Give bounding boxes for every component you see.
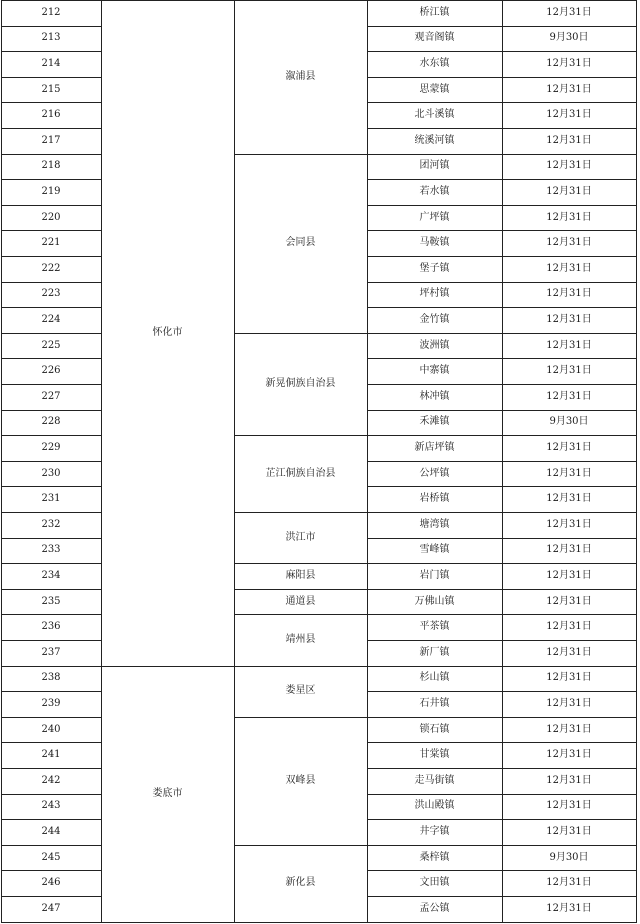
county-name: 新晃侗族自治县 (265, 377, 336, 389)
deadline-date: 12月31日 (546, 134, 592, 146)
deadline-date: 12月31日 (546, 569, 592, 581)
row-divider (1, 77, 102, 78)
row-divider (1, 230, 102, 231)
row-divider (1, 51, 102, 52)
row-number: 223 (41, 288, 61, 300)
county-divider (234, 435, 368, 436)
row-number: 243 (41, 800, 61, 812)
row-number: 212 (41, 6, 61, 18)
row-number: 236 (41, 621, 61, 633)
deadline-date: 12月31日 (546, 365, 592, 377)
row-divider (1, 282, 102, 283)
row-number: 217 (41, 134, 61, 146)
row-number: 219 (41, 185, 61, 197)
deadline-date: 12月31日 (546, 800, 592, 812)
row-number: 244 (41, 825, 61, 837)
row-number: 215 (41, 83, 61, 95)
deadline-date: 12月31日 (546, 467, 592, 479)
town-name: 新店坪镇 (414, 441, 455, 453)
town-name: 公坪镇 (419, 467, 450, 479)
row-divider (1, 435, 102, 436)
row-number: 234 (41, 569, 61, 581)
row-divider (1, 154, 102, 155)
county-name: 溆浦县 (285, 70, 316, 82)
town-name: 思蒙镇 (419, 83, 450, 95)
deadline-date: 12月31日 (546, 877, 592, 889)
deadline-date: 12月31日 (546, 493, 592, 505)
town-name: 马鞍镇 (419, 237, 450, 249)
city-divider (101, 666, 235, 667)
row-divider (1, 538, 102, 539)
town-name: 走马街镇 (414, 774, 455, 786)
city-name: 娄底市 (152, 787, 183, 799)
town-name: 若水镇 (419, 185, 450, 197)
county-divider (234, 845, 368, 846)
row-number: 224 (41, 313, 61, 325)
row-divider (1, 794, 102, 795)
row-number: 218 (41, 160, 61, 172)
deadline-date: 12月31日 (546, 160, 592, 172)
row-number: 240 (41, 723, 61, 735)
row-number: 231 (41, 493, 61, 505)
row-number: 245 (41, 851, 61, 863)
row-number: 213 (41, 32, 61, 44)
town-name: 金竹镇 (419, 313, 450, 325)
town-name: 岩门镇 (419, 569, 450, 581)
row-number: 214 (41, 57, 61, 69)
column-divider (367, 0, 368, 923)
town-name: 雪峰镇 (419, 544, 450, 556)
county-name: 会同县 (285, 237, 316, 249)
town-name: 统溪河镇 (414, 134, 455, 146)
deadline-date: 12月31日 (546, 339, 592, 351)
county-divider (234, 563, 368, 564)
row-divider (1, 205, 102, 206)
row-number: 238 (41, 672, 61, 684)
row-divider (1, 666, 102, 667)
deadline-date: 12月31日 (546, 902, 592, 914)
county-name: 靖州县 (285, 633, 316, 645)
column-divider (502, 0, 503, 923)
deadline-date: 9月30日 (549, 416, 589, 428)
town-name: 禾滩镇 (419, 416, 450, 428)
row-number: 232 (41, 518, 61, 530)
town-name: 平茶镇 (419, 621, 450, 633)
row-divider (1, 845, 102, 846)
county-divider (234, 154, 368, 155)
town-name: 甘棠镇 (419, 749, 450, 761)
row-divider (1, 0, 102, 1)
town-name: 广坪镇 (419, 211, 450, 223)
deadline-date: 9月30日 (549, 851, 589, 863)
row-number: 216 (41, 109, 61, 121)
town-name: 观音阁镇 (414, 32, 455, 44)
deadline-date: 12月31日 (546, 774, 592, 786)
deadline-date: 12月31日 (546, 825, 592, 837)
deadline-date: 9月30日 (549, 32, 589, 44)
row-divider (1, 717, 102, 718)
deadline-date: 12月31日 (546, 518, 592, 530)
deadline-date: 12月31日 (546, 441, 592, 453)
deadline-date: 12月31日 (546, 723, 592, 735)
county-name: 芷江侗族自治县 (265, 467, 336, 479)
county-divider (234, 333, 368, 334)
row-divider (1, 563, 102, 564)
row-number: 226 (41, 365, 61, 377)
column-divider (101, 0, 102, 923)
row-divider (1, 819, 102, 820)
row-divider (1, 870, 102, 871)
town-name: 井字镇 (419, 825, 450, 837)
deadline-date: 12月31日 (546, 262, 592, 274)
town-name: 杉山镇 (419, 672, 450, 684)
deadline-date: 12月31日 (546, 57, 592, 69)
row-divider (1, 486, 102, 487)
row-divider (1, 410, 102, 411)
town-name: 桑梓镇 (419, 851, 450, 863)
town-name: 桥江镇 (419, 6, 450, 18)
city-name: 怀化市 (152, 326, 183, 338)
row-divider (1, 26, 102, 27)
deadline-date: 12月31日 (546, 544, 592, 556)
row-number: 237 (41, 646, 61, 658)
city-divider (101, 0, 235, 1)
row-divider (1, 640, 102, 641)
town-name: 石井镇 (419, 697, 450, 709)
deadline-date: 12月31日 (546, 211, 592, 223)
county-divider (234, 0, 368, 1)
row-divider (1, 179, 102, 180)
row-divider (1, 742, 102, 743)
city-divider (101, 922, 235, 923)
town-name: 新厂镇 (419, 646, 450, 658)
column-divider (234, 0, 235, 923)
row-number: 225 (41, 339, 61, 351)
row-number: 247 (41, 902, 61, 914)
deadline-date: 12月31日 (546, 646, 592, 658)
town-name: 孟公镇 (419, 902, 450, 914)
row-number: 235 (41, 595, 61, 607)
deadline-date: 12月31日 (546, 621, 592, 633)
row-number: 229 (41, 441, 61, 453)
deadline-date: 12月31日 (546, 672, 592, 684)
row-divider (1, 102, 102, 103)
deadline-date: 12月31日 (546, 109, 592, 121)
town-name: 波洲镇 (419, 339, 450, 351)
deadline-date: 12月31日 (546, 595, 592, 607)
county-divider (234, 666, 368, 667)
deadline-date: 12月31日 (546, 6, 592, 18)
county-divider (234, 589, 368, 590)
town-name: 北斗溪镇 (414, 109, 455, 121)
town-name: 岩桥镇 (419, 493, 450, 505)
deadline-date: 12月31日 (546, 185, 592, 197)
row-number: 242 (41, 774, 61, 786)
town-name: 林冲镇 (419, 390, 450, 402)
row-divider (1, 358, 102, 359)
column-divider (1, 0, 2, 923)
row-divider (1, 461, 102, 462)
county-name: 洪江市 (285, 531, 316, 543)
county-divider (234, 614, 368, 615)
town-name: 坪村镇 (419, 288, 450, 300)
row-divider (1, 614, 102, 615)
row-divider (1, 128, 102, 129)
county-name: 通道县 (285, 595, 316, 607)
row-number: 227 (41, 390, 61, 402)
row-divider (1, 896, 102, 897)
town-name: 文田镇 (419, 877, 450, 889)
town-name: 堡子镇 (419, 262, 450, 274)
deadline-date: 12月31日 (546, 313, 592, 325)
deadline-date: 12月31日 (546, 749, 592, 761)
county-name: 新化县 (285, 877, 316, 889)
town-name: 万佛山镇 (414, 595, 455, 607)
deadline-date: 12月31日 (546, 83, 592, 95)
row-divider (1, 307, 102, 308)
row-number: 230 (41, 467, 61, 479)
row-number: 239 (41, 697, 61, 709)
row-divider (1, 589, 102, 590)
deadline-date: 12月31日 (546, 237, 592, 249)
row-number: 246 (41, 877, 61, 889)
row-divider (1, 512, 102, 513)
row-divider (1, 384, 102, 385)
row-number: 220 (41, 211, 61, 223)
county-divider (234, 512, 368, 513)
deadline-date: 12月31日 (546, 697, 592, 709)
town-name: 水东镇 (419, 57, 450, 69)
row-number: 221 (41, 237, 61, 249)
row-divider (1, 333, 102, 334)
town-name: 塘湾镇 (419, 518, 450, 530)
town-name: 洪山殿镇 (414, 800, 455, 812)
county-name: 麻阳县 (285, 569, 316, 581)
row-number: 233 (41, 544, 61, 556)
deadline-date: 12月31日 (546, 390, 592, 402)
county-divider (234, 922, 368, 923)
row-divider (1, 768, 102, 769)
county-divider (234, 717, 368, 718)
town-name: 锁石镇 (419, 723, 450, 735)
county-name: 娄星区 (285, 685, 316, 697)
row-number: 228 (41, 416, 61, 428)
row-divider (1, 922, 102, 923)
county-name: 双峰县 (285, 774, 316, 786)
column-divider (636, 0, 637, 923)
row-number: 222 (41, 262, 61, 274)
row-divider (1, 691, 102, 692)
row-number: 241 (41, 749, 61, 761)
town-name: 中寨镇 (419, 365, 450, 377)
row-divider (1, 256, 102, 257)
deadline-date: 12月31日 (546, 288, 592, 300)
town-name: 团河镇 (419, 160, 450, 172)
